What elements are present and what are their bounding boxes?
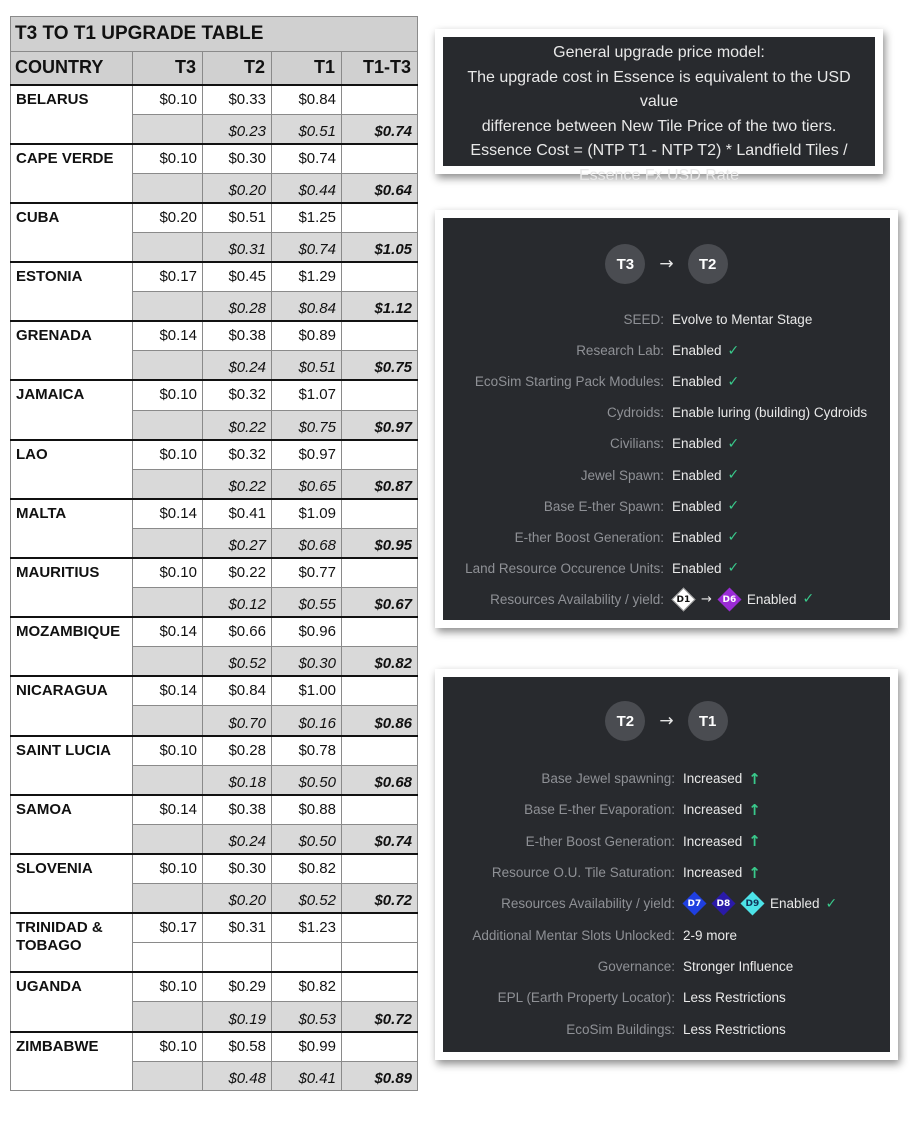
header-t1-t3: T1-T3 [342, 52, 418, 85]
total-diff-cell: $0.67 [342, 588, 418, 618]
feature-label: Civilians: [609, 436, 664, 452]
price-t2-cell: $0.84 [203, 676, 272, 706]
empty-cell [133, 469, 203, 499]
feature-label: Base Jewel spawning: [541, 771, 675, 787]
diff-t1-cell [272, 943, 342, 973]
diff-t2-cell: $0.24 [203, 824, 272, 854]
empty-cell [342, 499, 418, 529]
empty-cell [133, 765, 203, 795]
price-t2-cell: $0.58 [203, 1032, 272, 1062]
diff-t1-cell: $0.53 [272, 1002, 342, 1032]
table-row [11, 380, 418, 410]
feature-value: Enabled [672, 529, 722, 545]
feature-row [443, 919, 890, 950]
empty-cell [342, 558, 418, 588]
feature-label: Additional Mentar Slots Unlocked: [472, 927, 675, 943]
check-icon: ✓ [727, 342, 740, 359]
price-t2-cell: $0.29 [203, 972, 272, 1002]
price-t1-cell: $1.09 [272, 499, 342, 529]
header-t1: T1 [272, 52, 342, 85]
feature-value-group [683, 864, 761, 882]
feature-row [443, 397, 890, 428]
feature-value: Enabled [746, 591, 797, 607]
price-t3-cell: $0.17 [133, 262, 203, 292]
table-row [11, 144, 418, 174]
price-t3-cell: $0.17 [133, 913, 203, 943]
table-row [11, 854, 418, 884]
table-row [11, 617, 418, 647]
feature-value-group [672, 529, 739, 545]
feature-value-group [672, 405, 867, 420]
feature-row [443, 857, 890, 888]
tier-badge-to: T2 [688, 244, 728, 284]
price-t2-cell: $0.30 [203, 854, 272, 884]
total-diff-cell [342, 943, 418, 973]
feature-value-group [683, 895, 837, 912]
check-icon: ✓ [727, 373, 740, 390]
total-diff-cell: $1.05 [342, 232, 418, 262]
table-row [11, 203, 418, 233]
table-row [11, 913, 418, 943]
feature-value: Increased [683, 771, 743, 787]
total-diff-cell: $0.87 [342, 469, 418, 499]
diff-t2-cell: $0.19 [203, 1002, 272, 1032]
feature-value: Increased [683, 865, 743, 881]
check-icon: ✓ [727, 498, 740, 515]
price-t3-cell: $0.10 [133, 972, 203, 1002]
diff-t1-cell: $0.52 [272, 884, 342, 914]
feature-value: Enable luring (building) Cydroids [672, 405, 868, 421]
feature-list [443, 304, 890, 615]
empty-cell [133, 528, 203, 558]
feature-row [443, 982, 890, 1013]
feature-value: Enabled [770, 896, 820, 912]
check-icon: ✓ [802, 591, 815, 608]
feature-value-group [683, 832, 761, 850]
empty-cell [342, 972, 418, 1002]
check-icon: ✓ [825, 895, 838, 912]
price-t2-cell: $0.28 [203, 736, 272, 766]
price-t3-cell: $0.10 [133, 440, 203, 470]
header-t3: T3 [133, 52, 203, 85]
empty-cell [342, 440, 418, 470]
feature-label: Land Resource Occurence Units: [465, 560, 664, 576]
diff-t2-cell: $0.31 [203, 232, 272, 262]
empty-cell [342, 736, 418, 766]
feature-row [443, 794, 890, 825]
feature-row [443, 491, 890, 522]
feature-value-group [672, 560, 739, 576]
resource-tier-d1-icon [671, 587, 695, 611]
diff-t2-cell: $0.12 [203, 588, 272, 618]
country-cell: CUBA [11, 203, 133, 262]
diff-t2-cell: $0.23 [203, 114, 272, 144]
resource-badge-label: D1 [676, 594, 691, 605]
table-row [11, 440, 418, 470]
feature-label: Resource O.U. Tile Saturation: [491, 865, 675, 881]
diff-t2-cell: $0.27 [203, 528, 272, 558]
price-t2-cell: $0.32 [203, 440, 272, 470]
price-t2-cell: $0.41 [203, 499, 272, 529]
tier-badge-from: T3 [605, 244, 645, 284]
resource-tier-d7-icon [682, 892, 706, 916]
upgrade-table [10, 16, 418, 1091]
empty-cell [342, 854, 418, 884]
price-t2-cell: $0.45 [203, 262, 272, 292]
feature-value: Increased [683, 833, 743, 849]
diff-t1-cell: $0.50 [272, 765, 342, 795]
feature-value-group [683, 770, 761, 788]
price-t1-cell: $0.78 [272, 736, 342, 766]
diff-t1-cell: $0.65 [272, 469, 342, 499]
t3-to-t2-box [443, 218, 890, 620]
feature-list [443, 763, 890, 1045]
diff-t1-cell: $0.50 [272, 824, 342, 854]
feature-value-group [672, 343, 739, 359]
resource-tier-d6-icon [717, 587, 741, 611]
diff-t1-cell: $0.74 [272, 232, 342, 262]
country-cell: CAPE VERDE [11, 144, 133, 203]
price-t3-cell: $0.10 [133, 558, 203, 588]
feature-label: Resources Availability / yield: [490, 591, 664, 607]
empty-cell [342, 380, 418, 410]
feature-value: Enabled [672, 436, 722, 452]
price-model-line: Essence Fx USD Rate [578, 166, 740, 184]
price-t3-cell: $0.10 [133, 380, 203, 410]
diff-t2-cell: $0.52 [203, 647, 272, 677]
total-diff-cell: $0.74 [342, 824, 418, 854]
resource-badge-label: D8 [716, 898, 731, 909]
country-cell: TRINIDAD & TOBAGO [11, 913, 133, 972]
empty-cell [133, 884, 203, 914]
feature-label: Base E-ther Spawn: [543, 498, 664, 514]
price-t1-cell: $1.07 [272, 380, 342, 410]
empty-cell [342, 144, 418, 174]
empty-cell [342, 913, 418, 943]
header-t2: T2 [203, 52, 272, 85]
total-diff-cell: $0.68 [342, 765, 418, 795]
table-row [11, 795, 418, 825]
feature-row [443, 335, 890, 366]
price-t1-cell: $0.84 [272, 85, 342, 115]
price-t1-cell: $0.97 [272, 440, 342, 470]
feature-value-group [672, 374, 739, 390]
diff-t2-cell: $0.24 [203, 351, 272, 381]
diff-t1-cell: $0.51 [272, 351, 342, 381]
price-t2-cell: $0.38 [203, 795, 272, 825]
feature-row-resources [443, 584, 890, 615]
up-arrow-icon: ↑ [748, 800, 761, 819]
country-cell: BELARUS [11, 85, 133, 144]
country-cell: UGANDA [11, 972, 133, 1031]
empty-cell [342, 321, 418, 351]
diff-t1-cell: $0.68 [272, 528, 342, 558]
feature-value-group [683, 928, 737, 943]
check-icon: ✓ [727, 467, 740, 484]
price-t2-cell: $0.31 [203, 913, 272, 943]
total-diff-cell: $0.97 [342, 410, 418, 440]
country-cell: JAMAICA [11, 380, 133, 439]
diff-t1-cell: $0.75 [272, 410, 342, 440]
feature-row [443, 366, 890, 397]
feature-label: EcoSim Buildings: [566, 1021, 675, 1037]
country-cell: SAINT LUCIA [11, 736, 133, 795]
check-icon: ✓ [727, 435, 740, 452]
table-row [11, 736, 418, 766]
price-t1-cell: $1.25 [272, 203, 342, 233]
empty-cell [133, 1002, 203, 1032]
header-country: COUNTRY [11, 52, 133, 85]
total-diff-cell: $0.75 [342, 351, 418, 381]
feature-row [443, 522, 890, 553]
price-t2-cell: $0.30 [203, 144, 272, 174]
feature-row [443, 951, 890, 982]
price-t2-cell: $0.33 [203, 85, 272, 115]
table-row [11, 676, 418, 706]
feature-label: EPL (Earth Property Locator): [497, 990, 675, 1006]
feature-value: Stronger Influence [683, 958, 794, 974]
feature-label: Jewel Spawn: [580, 467, 664, 483]
total-diff-cell: $0.95 [342, 528, 418, 558]
total-diff-cell: $0.82 [342, 647, 418, 677]
country-cell: MAURITIUS [11, 558, 133, 617]
empty-cell [342, 1032, 418, 1062]
empty-cell [133, 706, 203, 736]
country-cell: MOZAMBIQUE [11, 617, 133, 676]
price-model-line: General upgrade price model: [553, 44, 765, 61]
resource-badge-label: D9 [745, 898, 760, 909]
t2-to-t1-panel [435, 669, 898, 1060]
country-cell: GRENADA [11, 321, 133, 380]
empty-cell [133, 410, 203, 440]
diff-t2-cell: $0.48 [203, 1061, 272, 1091]
right-arrow-icon: → [659, 711, 674, 731]
price-t3-cell: $0.14 [133, 795, 203, 825]
price-t2-cell: $0.32 [203, 380, 272, 410]
tier-badge-from: T2 [605, 701, 645, 741]
t2-to-t1-box [443, 677, 890, 1052]
price-t3-cell: $0.10 [133, 1032, 203, 1062]
total-diff-cell: $0.64 [342, 173, 418, 203]
diff-t2-cell: $0.22 [203, 410, 272, 440]
table-row [11, 321, 418, 351]
resource-tier-d8-icon [711, 892, 735, 916]
tier-transition [443, 701, 890, 741]
diff-t1-cell: $0.16 [272, 706, 342, 736]
table-row [11, 1032, 418, 1062]
feature-row [443, 1013, 890, 1044]
empty-cell [133, 351, 203, 381]
empty-cell [133, 173, 203, 203]
feature-value-group [683, 1022, 786, 1037]
empty-cell [342, 262, 418, 292]
total-diff-cell: $1.12 [342, 292, 418, 322]
price-t3-cell: $0.14 [133, 676, 203, 706]
empty-cell [133, 292, 203, 322]
diff-t2-cell: $0.70 [203, 706, 272, 736]
price-t3-cell: $0.10 [133, 144, 203, 174]
right-arrow-icon: → [701, 591, 712, 607]
diff-t2-cell: $0.18 [203, 765, 272, 795]
check-icon: ✓ [727, 560, 740, 577]
feature-label: E-ther Boost Generation: [525, 833, 675, 849]
t3-to-t2-panel [435, 210, 898, 628]
feature-value: Enabled [672, 560, 722, 576]
table-row [11, 262, 418, 292]
country-cell: SLOVENIA [11, 854, 133, 913]
price-t2-cell: $0.51 [203, 203, 272, 233]
price-t2-cell: $0.66 [203, 617, 272, 647]
empty-cell [342, 676, 418, 706]
price-t3-cell: $0.20 [133, 203, 203, 233]
price-t3-cell: $0.10 [133, 736, 203, 766]
feature-value-group [672, 467, 739, 483]
country-cell: ESTONIA [11, 262, 133, 321]
empty-cell [133, 647, 203, 677]
feature-label: Base E-ther Evaporation: [524, 802, 675, 818]
country-cell: SAMOA [11, 795, 133, 854]
feature-value-group [683, 990, 786, 1005]
price-model-box [443, 37, 875, 184]
feature-row [443, 428, 890, 459]
feature-value: Enabled [672, 374, 722, 390]
table-title: T3 TO T1 UPGRADE TABLE [11, 17, 418, 52]
feature-row [443, 763, 890, 794]
price-t1-cell: $0.82 [272, 972, 342, 1002]
price-t1-cell: $1.29 [272, 262, 342, 292]
diff-t1-cell: $0.41 [272, 1061, 342, 1091]
resource-badge-label: D7 [687, 898, 702, 909]
feature-value: Evolve to Mentar Stage [672, 312, 813, 328]
price-model-line: The upgrade cost in Essence is equivalent to the USD value [467, 68, 851, 110]
empty-cell [133, 114, 203, 144]
empty-cell [342, 203, 418, 233]
feature-value: Enabled [672, 467, 722, 483]
total-diff-cell: $0.86 [342, 706, 418, 736]
feature-row [443, 553, 890, 584]
empty-cell [133, 588, 203, 618]
feature-label: EcoSim Starting Pack Modules: [474, 374, 664, 390]
empty-cell [133, 824, 203, 854]
empty-cell [133, 943, 203, 973]
feature-label: Research Lab: [576, 343, 664, 359]
diff-t2-cell: $0.20 [203, 884, 272, 914]
feature-value: Enabled [672, 498, 722, 514]
feature-value-group [672, 312, 812, 327]
empty-cell [342, 85, 418, 115]
feature-label: E-ther Boost Generation: [514, 529, 664, 545]
empty-cell [133, 232, 203, 262]
table-row [11, 558, 418, 588]
diff-t1-cell: $0.51 [272, 114, 342, 144]
diff-t2-cell: $0.20 [203, 173, 272, 203]
country-cell: NICARAGUA [11, 676, 133, 735]
feature-value: Less Restrictions [683, 1021, 786, 1037]
feature-row [443, 304, 890, 335]
feature-row-resources [443, 888, 890, 919]
price-t1-cell: $0.88 [272, 795, 342, 825]
tier-transition [443, 244, 890, 284]
resource-badge-label: D6 [722, 594, 737, 605]
country-cell: LAO [11, 440, 133, 499]
right-arrow-icon: → [659, 254, 674, 274]
tier-badge-to: T1 [688, 701, 728, 741]
feature-value-group [672, 591, 814, 608]
price-t1-cell: $0.99 [272, 1032, 342, 1062]
price-t3-cell: $0.10 [133, 854, 203, 884]
table-row [11, 499, 418, 529]
feature-value: 2-9 more [683, 927, 738, 943]
price-t2-cell: $0.38 [203, 321, 272, 351]
country-cell: MALTA [11, 499, 133, 558]
total-diff-cell: $0.89 [342, 1061, 418, 1091]
price-t1-cell: $0.96 [272, 617, 342, 647]
price-model-line: Essence Cost = (NTP T1 - NTP T2) * Landfield Tiles / [470, 142, 848, 159]
diff-t2-cell [203, 943, 272, 973]
table-row [11, 972, 418, 1002]
diff-t1-cell: $0.44 [272, 173, 342, 203]
price-t3-cell: $0.14 [133, 499, 203, 529]
feature-value: Enabled [672, 343, 722, 359]
diff-t2-cell: $0.22 [203, 469, 272, 499]
up-arrow-icon: ↑ [748, 832, 761, 851]
price-t2-cell: $0.22 [203, 558, 272, 588]
diff-t1-cell: $0.55 [272, 588, 342, 618]
total-diff-cell: $0.74 [342, 114, 418, 144]
total-diff-cell: $0.72 [342, 1002, 418, 1032]
price-model-line: difference between New Tile Price of the two tiers. [481, 117, 837, 135]
feature-row [443, 826, 890, 857]
diff-t2-cell: $0.28 [203, 292, 272, 322]
table-row [11, 85, 418, 115]
price-t1-cell: $0.74 [272, 144, 342, 174]
feature-label: Cydroids: [606, 405, 664, 421]
price-t1-cell: $1.23 [272, 913, 342, 943]
feature-label: Resources Availability / yield: [501, 896, 675, 912]
total-diff-cell: $0.72 [342, 884, 418, 914]
empty-cell [342, 795, 418, 825]
diff-t1-cell: $0.30 [272, 647, 342, 677]
price-t1-cell: $0.89 [272, 321, 342, 351]
check-icon: ✓ [727, 529, 740, 546]
feature-value-group [683, 801, 761, 819]
feature-value-group [672, 498, 739, 514]
price-t1-cell: $1.00 [272, 676, 342, 706]
empty-cell [342, 617, 418, 647]
feature-label: SEED: [623, 312, 664, 328]
feature-value-group [672, 436, 739, 452]
up-arrow-icon: ↑ [748, 769, 761, 788]
feature-value-group [683, 959, 793, 974]
diff-t1-cell: $0.84 [272, 292, 342, 322]
feature-value: Increased [683, 802, 743, 818]
country-cell: ZIMBABWE [11, 1032, 133, 1091]
price-t1-cell: $0.82 [272, 854, 342, 884]
resource-tier-d9-icon [740, 892, 764, 916]
price-t3-cell: $0.10 [133, 85, 203, 115]
up-arrow-icon: ↑ [748, 863, 761, 882]
feature-label: Governance: [597, 958, 675, 974]
feature-value: Less Restrictions [683, 990, 786, 1006]
price-t3-cell: $0.14 [133, 321, 203, 351]
price-t1-cell: $0.77 [272, 558, 342, 588]
price-model-panel [435, 29, 883, 184]
price-t3-cell: $0.14 [133, 617, 203, 647]
feature-row [443, 459, 890, 490]
empty-cell [133, 1061, 203, 1091]
